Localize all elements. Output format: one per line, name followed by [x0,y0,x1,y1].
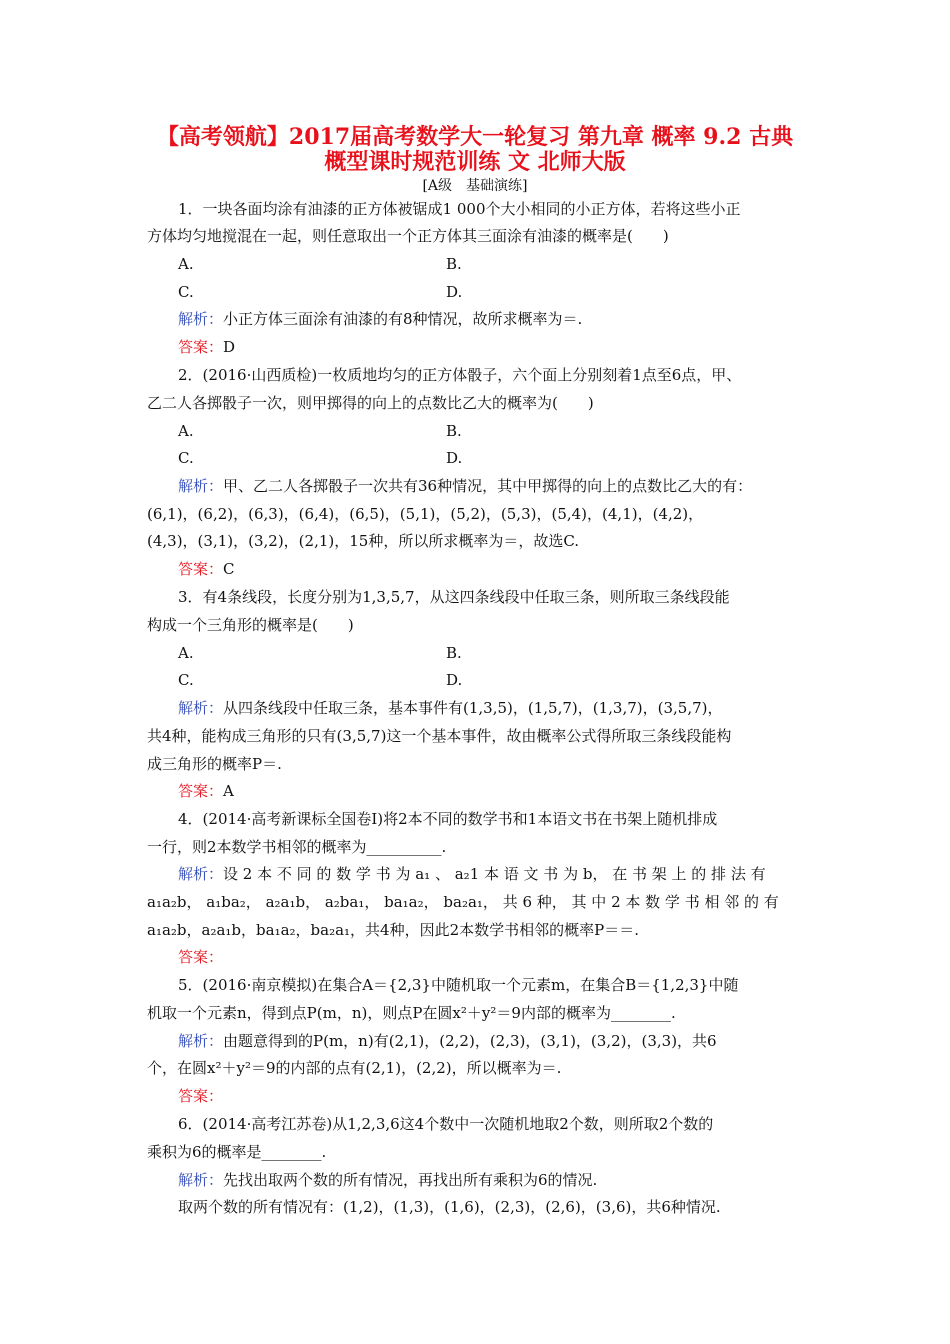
problem-2-solution [178,476,752,496]
problem-2-stem: 2．(2016·山西质检)一枚质地均匀的正方体骰子，六个面上分别刻着1点至6点，甲、 [178,366,742,384]
problem-6-solution [178,1170,597,1190]
solution-label: 解析： [178,477,224,495]
problem-4-stem: 4．(2014·高考新课标全国卷Ⅰ)将2本不同的数学书和1本语文书在书架上随机排成 [178,810,718,828]
problem-5-solution [178,1031,717,1051]
solution-label: 解析： [178,1171,224,1189]
solution-text: 设 2 本 不 同 的 数 学 书 为 a₁ 、 a₂1 本 语 文 书 为 b， 在 书 架 上 的 排 法 有 [223,865,766,883]
problem-4-answer [178,947,223,967]
solution-label: 解析： [178,699,224,717]
answer-label: 答案： [178,560,224,578]
solution-text: 小正方体三面涂有油漆的有8种情况，故所求概率为＝. [223,310,583,328]
problem-3-option-b: B. [446,644,462,662]
problem-1-answer [178,337,235,357]
problem-2-answer [178,559,235,579]
doc-title-line2: 概型课时规范训练 文 北师大版 [324,149,626,175]
problem-6-stem: 6．(2014·高考江苏卷)从1,2,3,6这4个数中一次随机地取2个数，则所取2个数的 [178,1115,714,1133]
problem-5-answer [178,1086,223,1106]
problem-1-stem: 1．一块各面均涂有油漆的正方体被锯成1 000个大小相同的小正方体，若将这些小正 [178,200,741,218]
solution-text: 甲、乙二人各掷骰子一次共有36种情况，其中甲掷得的向上的点数比乙大的有： [223,477,753,495]
problem-2-option-c: C. [178,449,194,467]
problem-2-option-a: A. [178,422,194,440]
problem-6-extra: 取两个数的所有情况有：(1,2)，(1,3)，(1,6)，(2,3)，(2,6)，(3,6)，共6种情况. [178,1198,721,1216]
problem-3-option-c: C. [178,671,194,689]
solution-text: 先找出取两个数的所有情况，再找出所有乘积为6的情况. [223,1171,598,1189]
problem-4-stem: 一行，则2本数学书相邻的概率为__________. [147,838,447,856]
problem-2-stem: 乙二人各掷骰子一次，则甲掷得的向上的点数比乙大的概率为( ) [147,394,594,412]
problem-1-stem: 方体均匀地搅混在一起，则任意取出一个正方体其三面涂有油漆的概率是( ) [147,227,669,245]
problem-3-option-a: A. [178,644,194,662]
doc-title-line1: 【高考领航】2017届高考数学大一轮复习 第九章 概率 9.2 古典 [156,124,794,150]
problem-4-solution-cont: a₁a₂b，a₂a₁b，ba₁a₂，ba₂a₁，共4种，因此2本数学书相邻的概率P＝＝. [147,921,640,939]
problem-5-stem: 5．(2016·南京模拟)在集合A＝{2,3}中随机取一个元素m，在集合B＝{1,2,3}中随 [178,976,739,994]
solution-text: 由题意得到的P(m，n)有(2,1)，(2,2)，(2,3)，(3,1)，(3,2)，(3,3)，共6 [223,1032,717,1050]
solution-label: 解析： [178,1032,224,1050]
problem-3-answer [178,781,234,801]
solution-text: 从四条线段中任取三条，基本事件有(1,3,5)，(1,5,7)，(1,3,7)，(3,5,7)， [223,699,723,717]
solution-label: 解析： [178,865,224,883]
solution-label: 解析： [178,310,224,328]
section-heading: [A级 基础演练] [422,178,528,194]
problem-5-solution-cont: 个，在圆x²＋y²＝9的内部的点有(2,1)，(2,2)，所以概率为＝. [147,1059,562,1077]
answer-value: D [223,338,236,356]
answer-label: 答案： [178,782,224,800]
problem-6-stem: 乘积为6的概率是________. [147,1143,327,1161]
problem-1-option-b: B. [446,255,462,273]
problem-3-solution-cont: 共4种，能构成三角形的只有(3,5,7)这一个基本事件，故由概率公式得所取三条线段能构 [147,727,732,745]
problem-3-solution-cont: 成三角形的概率P＝. [147,755,282,773]
problem-4-solution [178,864,766,884]
problem-3-stem: 构成一个三角形的概率是( ) [147,616,354,634]
answer-value: A [223,782,234,800]
problem-3-stem: 3．有4条线段，长度分别为1,3,5,7，从这四条线段中任取三条，则所取三条线段能 [178,588,730,606]
answer-label: 答案： [178,948,224,966]
problem-2-solution-cont: (6,1)，(6,2)，(6,3)，(6,4)，(6,5)，(5,1)，(5,2)，(5,3)，(5,4)，(4,1)，(4,2)， [147,505,704,523]
problem-2-solution-cont: (4,3)，(3,1)，(3,2)，(2,1)，15种，所以所求概率为＝，故选C. [147,532,580,550]
problem-1-option-c: C. [178,283,194,301]
problem-4-solution-cont: a₁a₂b， a₁ba₂， a₂a₁b， a₂ba₁， ba₁a₂， ba₂a₁， 共 6 种， 其 中 2 本 数 学 书 相 邻 的 有 [147,893,779,911]
answer-label: 答案： [178,1087,224,1105]
answer-value: C [223,560,235,578]
problem-3-solution [178,698,723,718]
problem-1-option-d: D. [446,283,463,301]
problem-1-option-a: A. [178,255,194,273]
problem-2-option-d: D. [446,449,463,467]
problem-1-solution [178,309,582,329]
answer-label: 答案： [178,338,224,356]
problem-2-option-b: B. [446,422,462,440]
problem-5-stem: 机取一个元素n，得到点P(m，n)，则点P在圆x²＋y²＝9内部的概率为________. [147,1004,676,1022]
problem-3-option-d: D. [446,671,463,689]
